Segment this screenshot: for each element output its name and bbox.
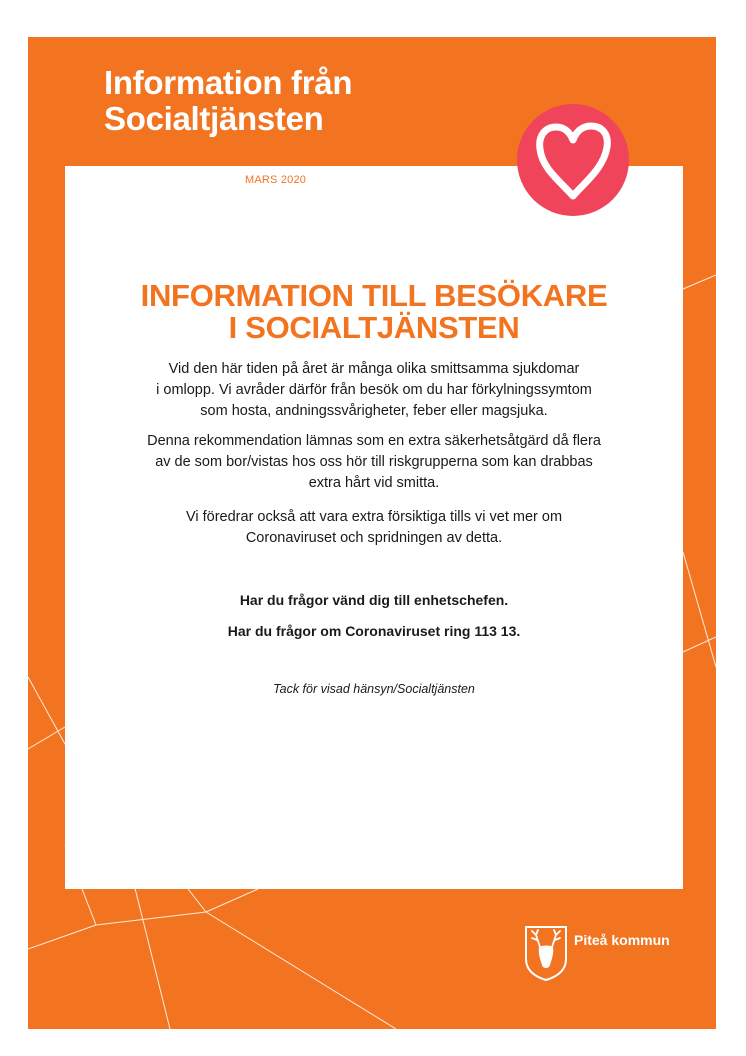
headline-line2: I SOCIALTJÄNSTEN <box>228 310 520 345</box>
paragraph-1-line: Vid den här tiden på året är många olika smittsamma sjukdomar <box>168 361 580 377</box>
heart-badge <box>516 103 630 217</box>
paragraph-2-line: Denna rekommendation lämnas som en extra säkerhetsåtgärd då flera <box>147 433 601 449</box>
paragraph-3-line: Vi föredrar också att vara extra försiktiga tills vi vet mer om <box>185 509 563 525</box>
headline <box>65 280 683 344</box>
logo-text: Piteå kommun <box>574 932 670 948</box>
header-title <box>104 65 352 137</box>
contact-manager-text: Har du frågor vänd dig till enhetschefen. <box>239 592 509 608</box>
paragraph-3 <box>85 507 663 549</box>
header-title-line1: Information från <box>104 64 353 101</box>
paragraph-1-line: i omlopp. Vi avråder därför från besök om du har förkylningssymtom <box>156 382 592 398</box>
content-card <box>65 166 683 889</box>
paragraph-2-line: av de som bor/vistas hos oss hör till riskgrupperna som kan drabbas <box>155 454 593 470</box>
paragraph-1-line: som hosta, andningssvårigheter, feber eller magsjuka. <box>200 403 548 419</box>
headline-line1: INFORMATION TILL BESÖKARE <box>140 278 608 313</box>
signoff: Tack för visad hänsyn/Socialtjänsten <box>273 682 475 696</box>
paragraph-3-line: Coronaviruset och spridningen av detta. <box>245 530 503 546</box>
date-label: MARS 2020 <box>245 174 307 186</box>
paragraph-2 <box>85 431 663 494</box>
reindeer-crest-icon <box>524 925 568 981</box>
contact-phone-text: Har du frågor om Coronaviruset ring 113 13. <box>227 623 521 639</box>
header-title-line2: Socialtjänsten <box>104 100 324 137</box>
poster <box>28 37 716 1029</box>
paragraph-1 <box>85 359 663 422</box>
paragraph-2-line: extra hårt vid smitta. <box>308 475 440 491</box>
